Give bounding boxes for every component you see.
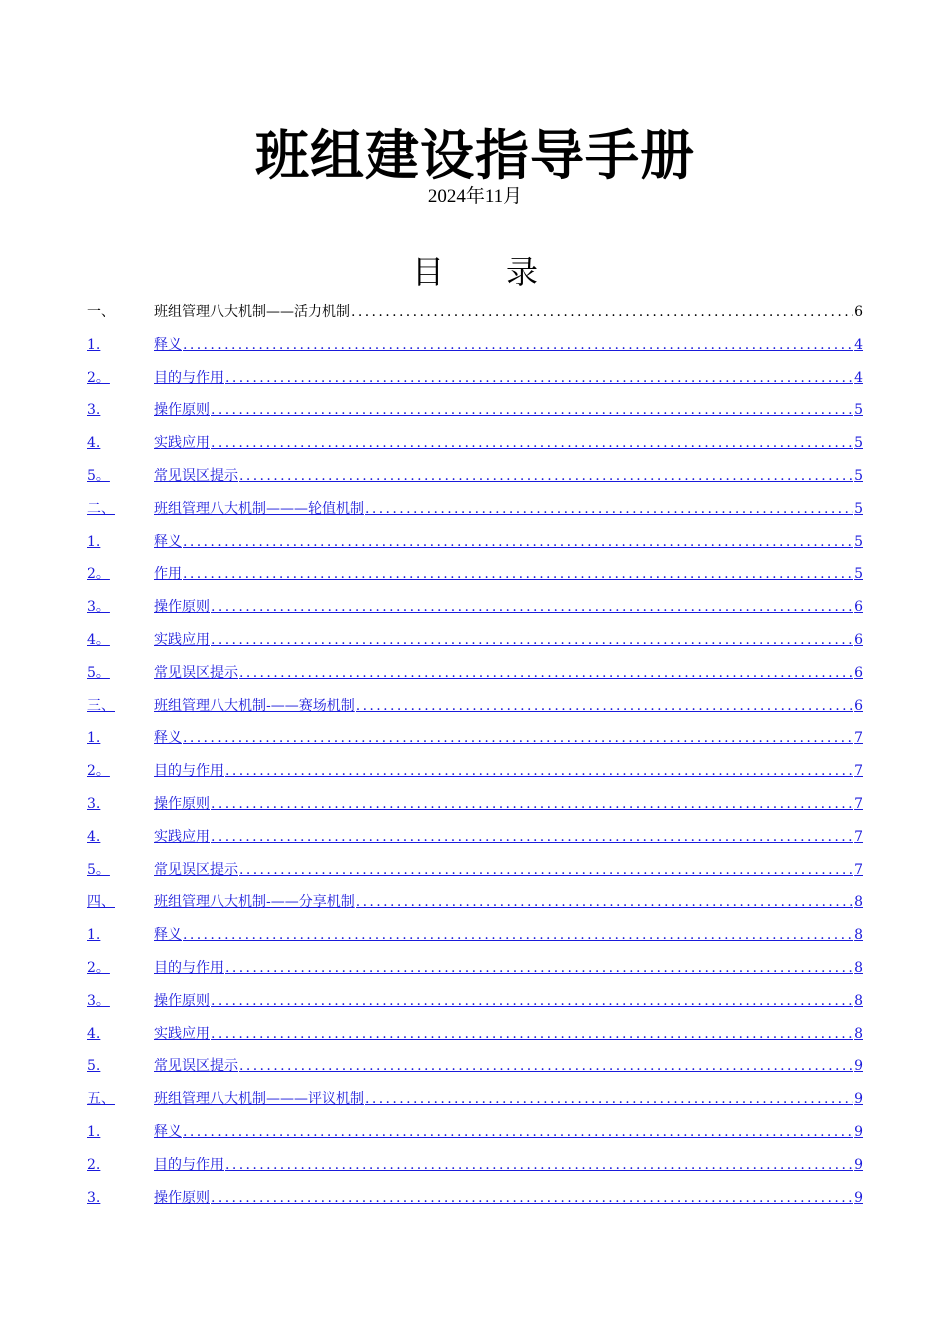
toc-dot-leader — [211, 626, 853, 654]
toc-entry-title: 常见误区提示 — [154, 861, 238, 878]
toc-entry[interactable] — [87, 1184, 863, 1217]
toc-dot-leader — [225, 954, 853, 982]
toc-entry[interactable] — [87, 364, 863, 397]
toc-entry[interactable] — [87, 823, 863, 856]
toc-entry-number: 4. — [87, 828, 101, 845]
toc-dot-leader — [365, 495, 853, 523]
toc-dot-leader — [211, 1020, 853, 1048]
toc-entry-number: 4。 — [87, 631, 110, 648]
toc-entry-number: 1. — [87, 533, 101, 550]
toc-dot-leader — [239, 462, 853, 490]
toc-entry[interactable] — [87, 659, 863, 692]
toc-entry-title: 实践应用 — [154, 828, 210, 845]
toc-dot-leader — [211, 429, 853, 457]
toc-entry-number: 五、 — [87, 1091, 115, 1108]
toc-dot-leader — [183, 331, 853, 359]
toc-page-number: 6 — [854, 304, 863, 320]
toc-entry-number: 2。 — [87, 959, 110, 976]
toc-entry-number: 1. — [87, 336, 101, 353]
toc-dot-leader — [183, 1118, 853, 1146]
toc-entry-number: 三、 — [87, 697, 115, 714]
toc-entry[interactable] — [87, 1020, 863, 1053]
toc-entry-number: 二、 — [87, 500, 115, 517]
toc-entry[interactable] — [87, 954, 863, 987]
toc-dot-leader — [211, 1184, 853, 1212]
toc-page-number: 7 — [854, 763, 863, 780]
toc-entry-number: 2。 — [87, 369, 110, 386]
toc-entry[interactable] — [87, 724, 863, 757]
toc-page-number: 4 — [854, 336, 863, 353]
toc-entry[interactable] — [87, 757, 863, 790]
toc-page-number: 8 — [854, 927, 863, 944]
toc-entry-number: 1. — [87, 1123, 101, 1140]
toc-entry[interactable] — [87, 593, 863, 626]
toc-entry[interactable] — [87, 1118, 863, 1151]
toc-entry[interactable] — [87, 1085, 863, 1118]
toc-dot-leader — [211, 396, 853, 424]
toc-page-number: 9 — [854, 1189, 863, 1206]
toc-page-number: 6 — [854, 697, 863, 714]
toc-dot-leader — [225, 1151, 853, 1179]
toc-entry-title: 班组管理八大机制———轮值机制 — [154, 500, 364, 517]
toc-entry-title: 常见误区提示 — [154, 1058, 238, 1075]
toc-entry[interactable] — [87, 692, 863, 725]
toc-page-number: 8 — [854, 894, 863, 911]
toc-dot-leader — [365, 1085, 853, 1113]
toc-entry-number: 3. — [87, 1189, 101, 1206]
toc-page-number: 8 — [854, 959, 863, 976]
toc-page-number: 5 — [854, 500, 863, 517]
document-title: 班组建设指导手册 — [255, 124, 695, 187]
toc-dot-leader — [225, 757, 853, 785]
toc-entry-title: 释义 — [154, 336, 182, 353]
toc-page-number: 8 — [854, 992, 863, 1009]
toc-entry-number: 3. — [87, 402, 101, 419]
toc-dot-leader — [356, 888, 853, 916]
toc-entry[interactable] — [87, 495, 863, 528]
toc-page-number: 5 — [854, 566, 863, 583]
toc-entry-title: 目的与作用 — [154, 369, 224, 386]
document-date: 2024年11月 — [427, 186, 523, 207]
toc-heading — [0, 250, 950, 294]
toc-entry[interactable] — [87, 298, 863, 331]
toc-page-number: 7 — [854, 730, 863, 747]
toc-entry-number: 5。 — [87, 664, 110, 681]
toc-page-number: 5 — [854, 402, 863, 419]
toc-dot-leader — [183, 528, 853, 556]
toc-entry-title: 操作原则 — [154, 599, 210, 616]
toc-heading-right: 录 — [506, 253, 539, 291]
toc-entry-title: 常见误区提示 — [154, 664, 238, 681]
toc-entry-number: 5. — [87, 1058, 101, 1075]
toc-dot-leader — [239, 856, 853, 884]
toc-entry[interactable] — [87, 1052, 863, 1085]
toc-dot-leader — [183, 724, 853, 752]
toc-entry-title: 释义 — [154, 1123, 182, 1140]
toc-entry-title: 目的与作用 — [154, 1156, 224, 1173]
toc-entry-number: 3. — [87, 795, 101, 812]
toc-entry[interactable] — [87, 429, 863, 462]
toc-page-number: 5 — [854, 467, 863, 484]
toc-dot-leader — [183, 560, 853, 588]
table-of-contents — [87, 298, 863, 1216]
toc-dot-leader — [211, 987, 853, 1015]
toc-entry[interactable] — [87, 888, 863, 921]
toc-page-number: 9 — [854, 1156, 863, 1173]
toc-entry-number: 4. — [87, 435, 101, 452]
toc-entry-title: 作用 — [154, 566, 182, 583]
toc-entry-title: 释义 — [154, 533, 182, 550]
toc-page-number: 6 — [854, 631, 863, 648]
toc-entry-title: 目的与作用 — [154, 763, 224, 780]
toc-dot-leader — [183, 921, 853, 949]
toc-entry-number: 5。 — [87, 861, 110, 878]
toc-entry-title: 实践应用 — [154, 1025, 210, 1042]
toc-entry[interactable] — [87, 560, 863, 593]
toc-entry-title: 目的与作用 — [154, 959, 224, 976]
toc-entry-number: 5。 — [87, 467, 110, 484]
toc-dot-leader — [211, 790, 853, 818]
toc-dot-leader — [239, 1052, 853, 1080]
toc-entry-title: 班组管理八大机制——活力机制 — [154, 304, 350, 320]
toc-entry-title: 操作原则 — [154, 402, 210, 419]
toc-entry[interactable] — [87, 528, 863, 561]
toc-page-number: 8 — [854, 1025, 863, 1042]
toc-page-number: 9 — [854, 1091, 863, 1108]
toc-entry[interactable] — [87, 987, 863, 1020]
toc-entry[interactable] — [87, 1151, 863, 1184]
toc-page-number: 5 — [854, 435, 863, 452]
toc-entry-number: 4. — [87, 1025, 101, 1042]
toc-page-number: 6 — [854, 664, 863, 681]
toc-entry-title: 实践应用 — [154, 435, 210, 452]
toc-dot-leader — [351, 298, 853, 326]
toc-page-number: 9 — [854, 1123, 863, 1140]
toc-entry-title: 实践应用 — [154, 631, 210, 648]
toc-heading-left: 目 — [411, 253, 444, 291]
toc-page-number: 4 — [854, 369, 863, 386]
toc-entry-title: 操作原则 — [154, 795, 210, 812]
toc-dot-leader — [225, 364, 853, 392]
toc-page-number: 7 — [854, 828, 863, 845]
toc-dot-leader — [211, 823, 853, 851]
toc-entry[interactable] — [87, 921, 863, 954]
toc-dot-leader — [211, 593, 853, 621]
toc-dot-leader — [356, 692, 853, 720]
toc-page-number: 6 — [854, 599, 863, 616]
toc-page-number: 5 — [854, 533, 863, 550]
toc-entry-title: 释义 — [154, 730, 182, 747]
toc-entry-title: 释义 — [154, 927, 182, 944]
toc-entry[interactable] — [87, 790, 863, 823]
toc-entry-number: 2。 — [87, 763, 110, 780]
toc-entry-number: 3。 — [87, 599, 110, 616]
toc-page-number: 9 — [854, 1058, 863, 1075]
toc-entry[interactable] — [87, 626, 863, 659]
toc-entry-number: 2。 — [87, 566, 110, 583]
toc-entry-title: 常见误区提示 — [154, 467, 238, 484]
toc-entry-title: 班组管理八大机制-——分享机制 — [154, 894, 355, 911]
toc-entry-title: 操作原则 — [154, 1189, 210, 1206]
toc-entry[interactable] — [87, 331, 863, 364]
toc-entry-title: 班组管理八大机制———评议机制 — [154, 1091, 364, 1108]
toc-entry-number: 一、 — [87, 304, 115, 320]
toc-entry-number: 2. — [87, 1156, 101, 1173]
toc-entry-title: 操作原则 — [154, 992, 210, 1009]
toc-entry-number: 1. — [87, 927, 101, 944]
toc-entry-number: 四、 — [87, 894, 115, 911]
toc-page-number: 7 — [854, 795, 863, 812]
toc-page-number: 7 — [854, 861, 863, 878]
toc-entry[interactable] — [87, 462, 863, 495]
toc-entry[interactable] — [87, 396, 863, 429]
toc-entry[interactable] — [87, 856, 863, 889]
toc-entry-number: 3。 — [87, 992, 110, 1009]
toc-entry-number: 1. — [87, 730, 101, 747]
toc-entry-title: 班组管理八大机制-——赛场机制 — [154, 697, 355, 714]
toc-dot-leader — [239, 659, 853, 687]
